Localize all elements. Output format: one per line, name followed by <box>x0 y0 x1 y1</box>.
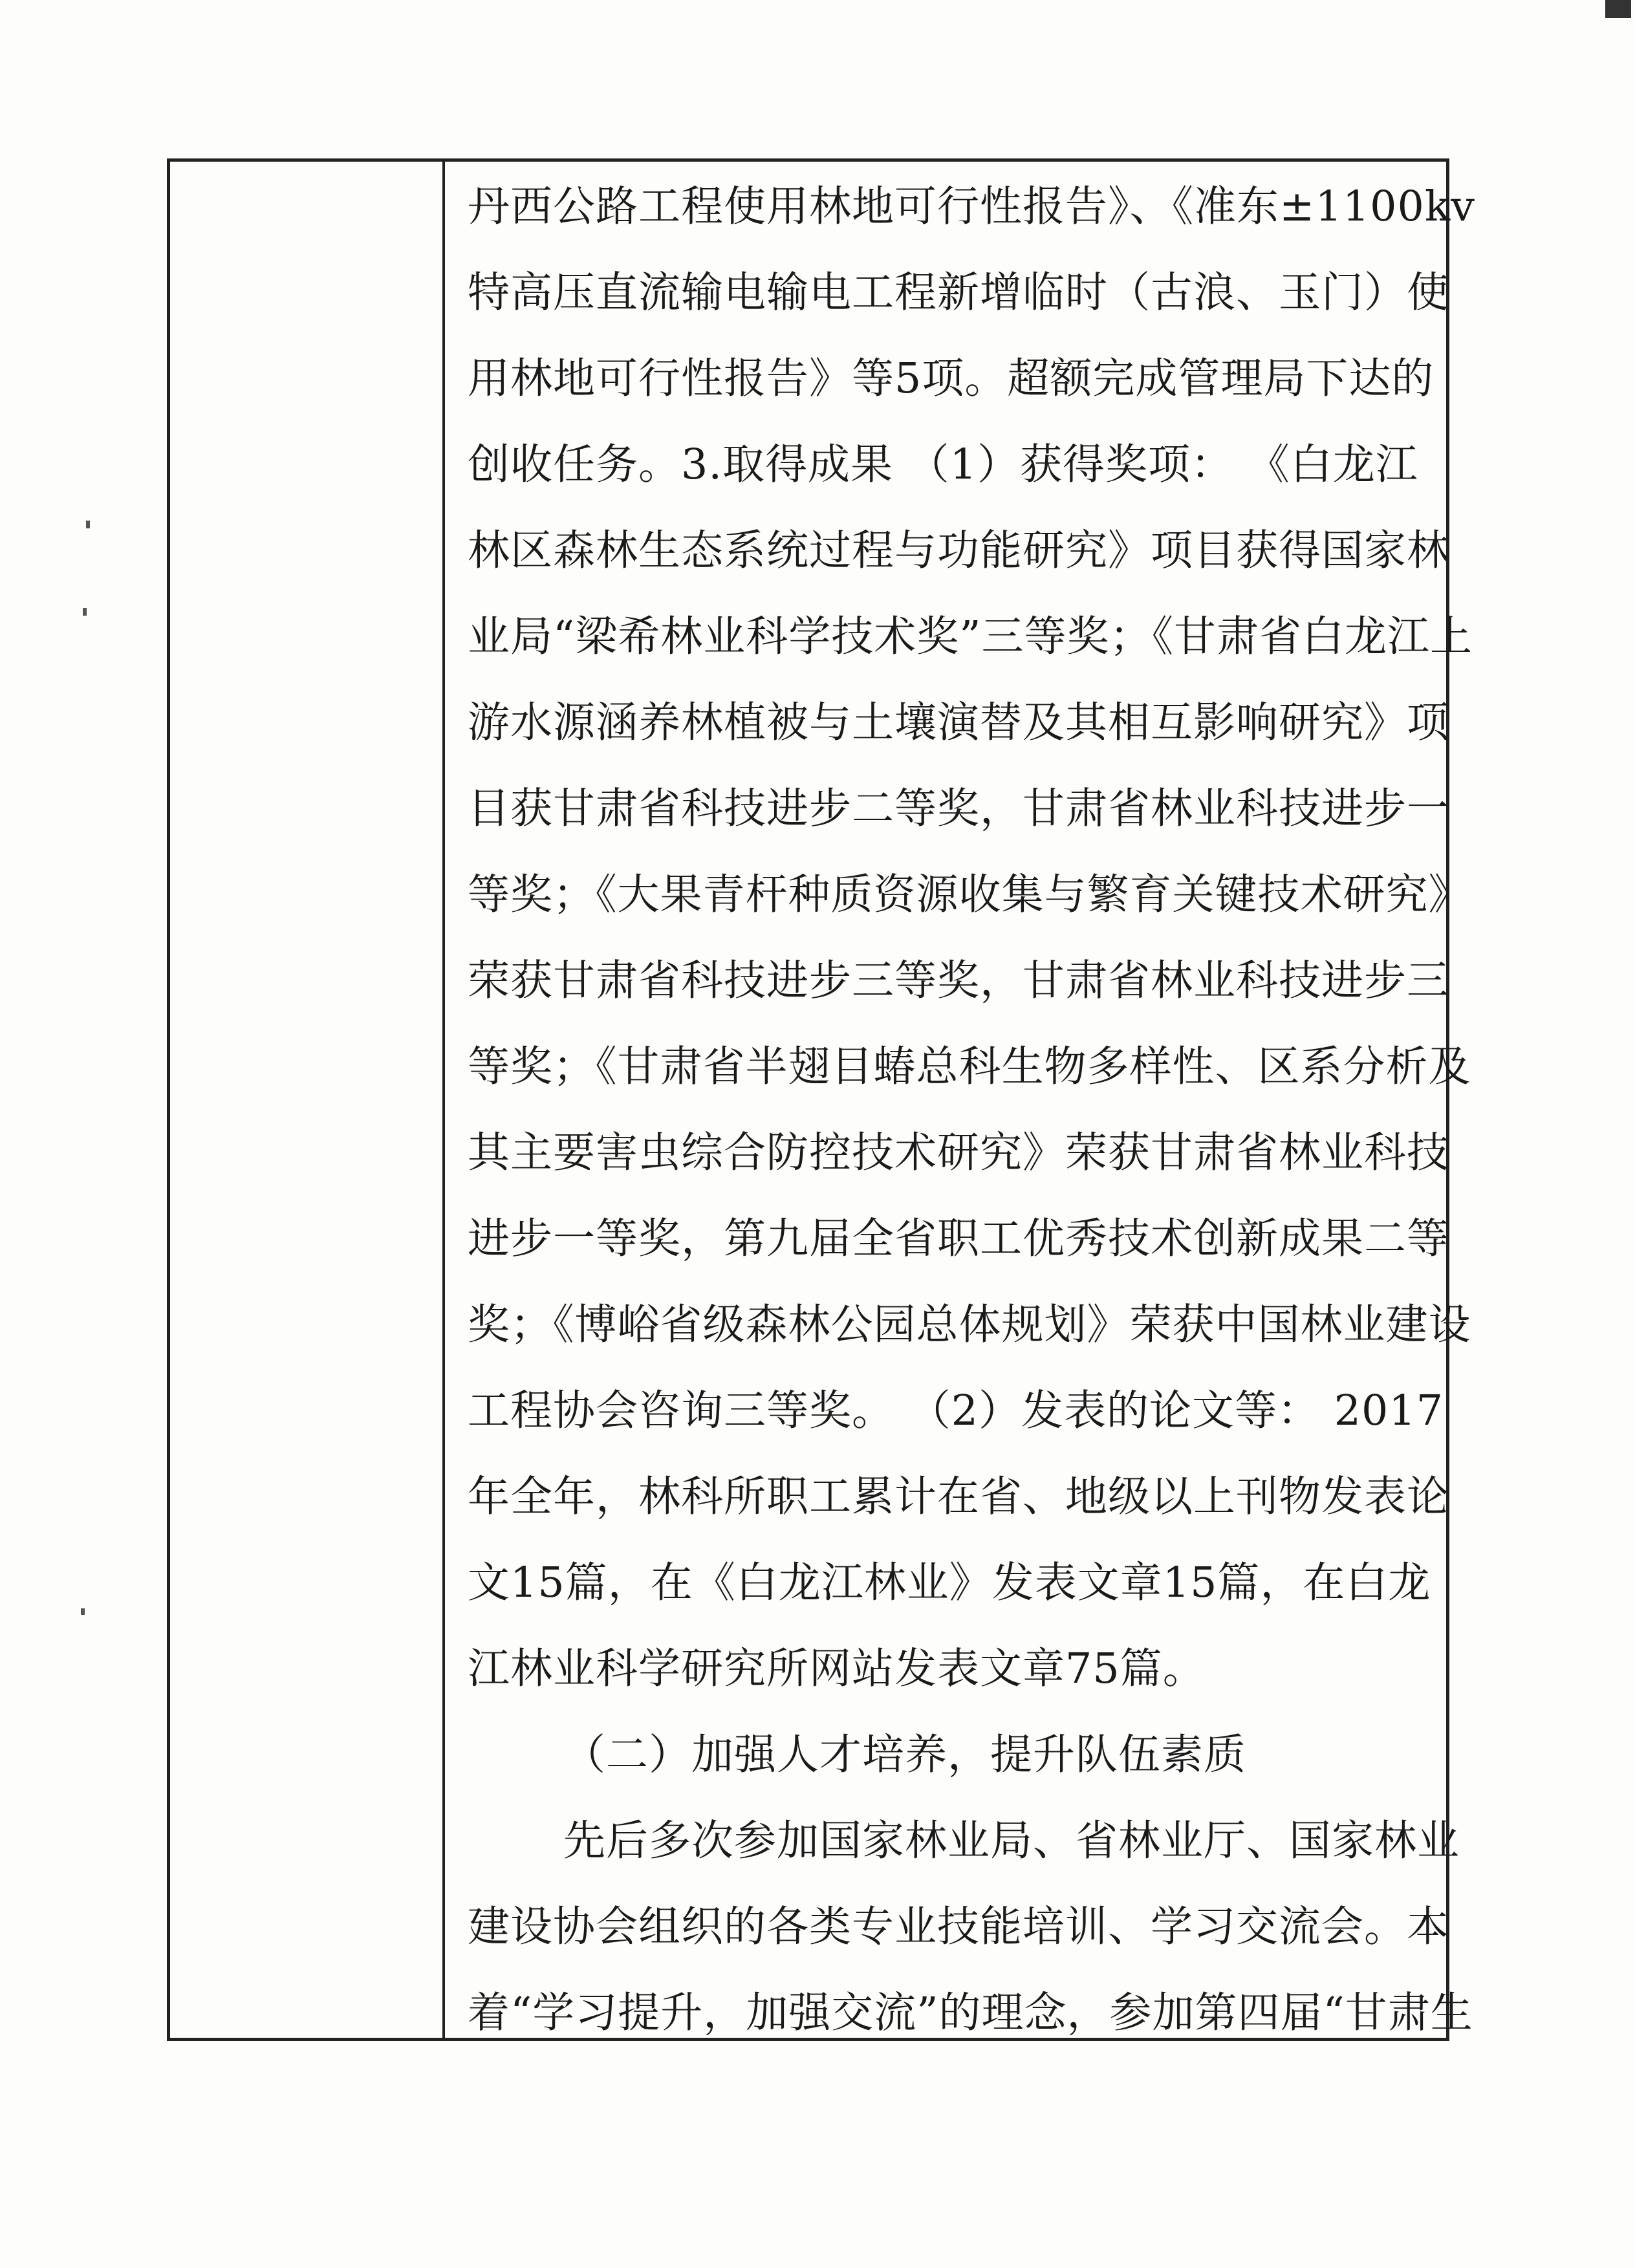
text-line: 着“学习提升，加强交流”的理念，参加第四届“甘肃生 <box>468 1989 1473 2037</box>
text-line: 文15篇，在《白龙江林业》发表文章15篇，在白龙 <box>468 1559 1431 1607</box>
text-line: 荣获甘肃省科技进步三等奖，甘肃省林业科技进步三 <box>468 956 1450 1005</box>
scan-speck <box>86 521 90 528</box>
scan-speck <box>81 1608 85 1615</box>
text-line: 业局“梁希林业科学技术奖”三等奖；《甘肃省白龙江上 <box>468 612 1473 661</box>
scan-corner-mark <box>1605 0 1631 18</box>
text-line: 先后多次参加国家林业局、省林业厅、国家林业 <box>563 1817 1460 1865</box>
text-line: 建设协会组织的各类专业技能培训、学习交流会。本 <box>468 1903 1450 1951</box>
text-line: 林区森林生态系统过程与功能研究》项目获得国家林 <box>468 526 1450 575</box>
text-line: 其主要害虫综合防控技术研究》荣获甘肃省林业科技 <box>468 1129 1450 1177</box>
text-line: 用林地可行性报告》等5项。超额完成管理局下达的 <box>468 354 1435 403</box>
table-left-column <box>170 162 445 2038</box>
section-heading: （二）加强人才培养，提升队伍素质 <box>563 1731 1247 1779</box>
text-line: 等奖；《大果青杆种质资源收集与繁育关键技术研究》 <box>468 870 1471 919</box>
text-line: 目获甘肃省科技进步二等奖，甘肃省林业科技进步一 <box>468 784 1450 833</box>
text-line: 江林业科学研究所网站发表文章75篇。 <box>468 1645 1206 1693</box>
form-table <box>167 158 1475 2041</box>
text-line: 年全年，林科所职工累计在省、地级以上刊物发表论 <box>468 1473 1450 1521</box>
text-line: 工程协会咨询三等奖。 （2）发表的论文等： 2017 <box>468 1387 1444 1435</box>
text-line: 丹西公路工程使用林地可行性报告》、《准东±1100kv <box>468 182 1475 231</box>
text-line: 奖；《博峪省级森林公园总体规划》荣获中国林业建设 <box>468 1301 1471 1349</box>
text-line: 进步一等奖，第九届全省职工优秀技术创新成果二等 <box>468 1215 1450 1263</box>
text-line: 特高压直流输电输电工程新增临时（古浪、玉门）使 <box>468 268 1450 317</box>
text-line: 创收任务。3.取得成果 （1）获得奖项： 《白龙江 <box>468 440 1418 489</box>
text-line: 游水源涵养林植被与土壤演替及其相互影响研究》项 <box>468 698 1450 747</box>
scan-speck <box>83 608 87 616</box>
text-line: 等奖；《甘肃省半翅目蝽总科生物多样性、区系分析及 <box>468 1042 1471 1091</box>
